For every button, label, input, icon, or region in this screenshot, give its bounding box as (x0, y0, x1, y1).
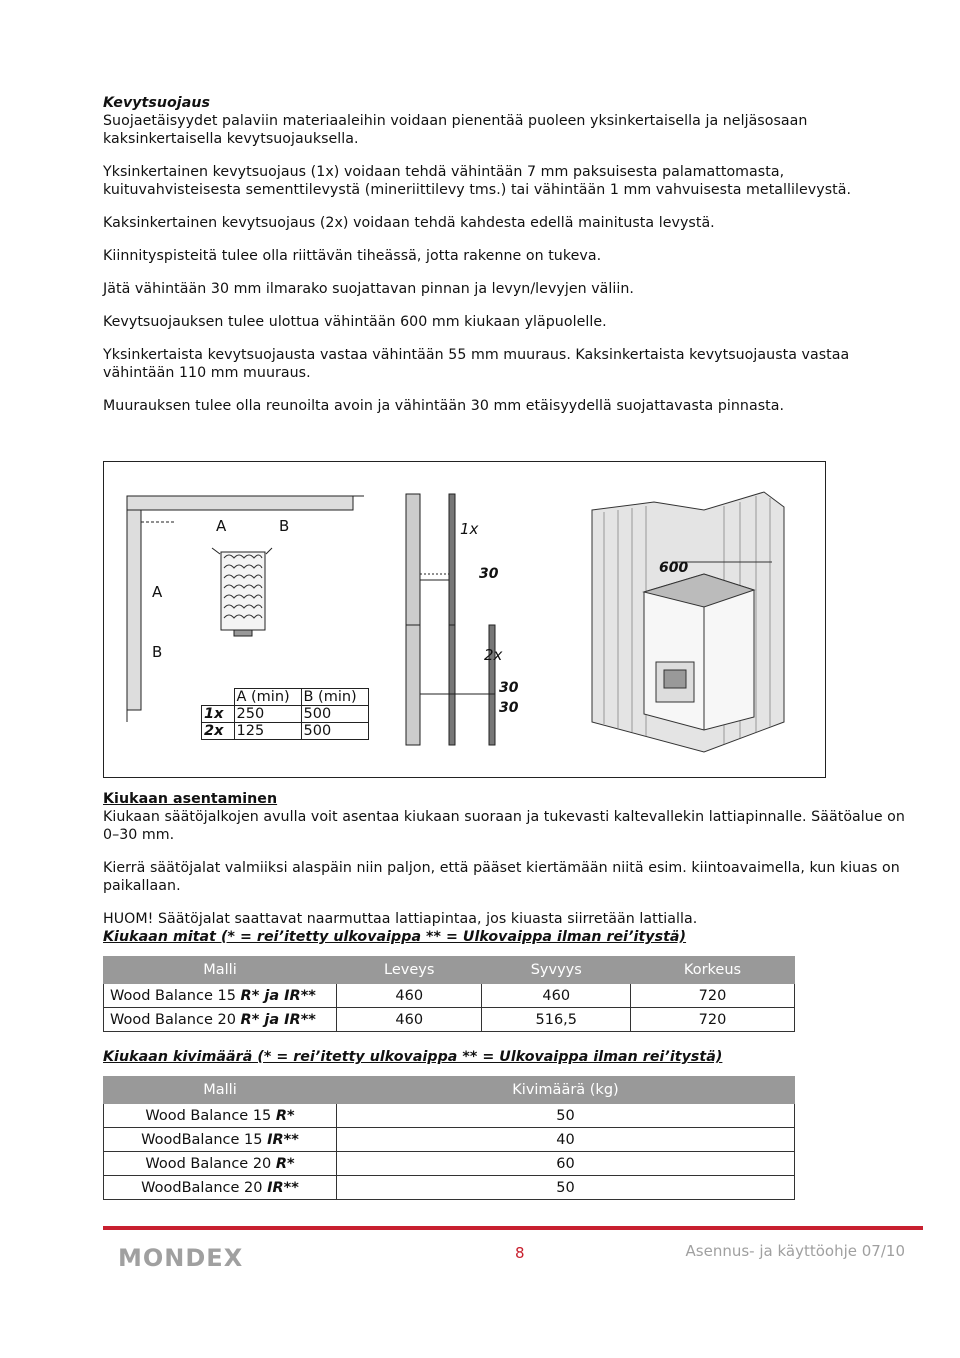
install-paragraph-1: Kiukaan säätöjalkojen avulla voit asentaa kiukaan suoraan ja tukevasti kaltevallekin lattiapinnalle. Säätöalue on 0–30 mm. (103, 809, 905, 843)
table-row (104, 1008, 795, 1032)
install-paragraph-2: Kierrä säätöjalat valmiiksi alaspäin niin paljon, että pääset kiertämään niitä esim. kiintoavaimella, kun kiuas on paikallaan. (103, 860, 900, 894)
model-name: Wood Balance 15 (145, 1107, 272, 1124)
height-value: 720 (631, 1008, 795, 1032)
col-kivimaara: Kivimäärä (kg) (337, 1077, 795, 1104)
label-1x: 1x (460, 520, 479, 538)
row-b-value: 500 (301, 723, 368, 740)
col-malli: Malli (104, 957, 337, 984)
paragraph-7: Yksinkertaista kevytsuojausta vastaa vähintään 55 mm muuraus. Kaksinkertaista kevytsuojausta vastaa vähintään 110 mm muuraus. (103, 347, 850, 381)
paragraph-1: Suojaetäisyydet palaviin materiaaleihin voidaan pienentää puoleen yksinkertaisella ja neljäsosaan kaksinkertaisella kevytsuojauksella. (103, 113, 808, 147)
label-a-left: A (152, 583, 163, 601)
paragraph-3: Kaksinkertainen kevytsuojaus (2x) voidaan tehdä kahdesta edellä mainitusta levystä. (103, 215, 715, 231)
height-value: 720 (631, 984, 795, 1008)
model-suffix: R* ja IR** (240, 987, 316, 1004)
paragraph-4: Kiinnityspisteitä tulee olla riittävän tiheässä, jotta rakenne on tukeva. (103, 248, 602, 264)
model-suffix: IR** (267, 1179, 299, 1196)
paragraph-6: Kevytsuojauksen tulee ulottua vähintään 600 mm kiukaan yläpuolelle. (103, 314, 607, 330)
col-leveys: Leveys (337, 957, 482, 984)
mondex-logo: MONDEX (118, 1244, 244, 1272)
intro-section (103, 94, 923, 430)
dimensions-table (103, 956, 795, 1032)
col-a-min: A (min) (234, 689, 301, 706)
model-suffix: R* (275, 1155, 295, 1172)
stone-kg: 50 (337, 1176, 795, 1200)
model-name: Wood Balance 20 (145, 1155, 272, 1172)
table-row (104, 1176, 795, 1200)
model-name: Wood Balance 15 (110, 987, 236, 1004)
label-30-2x-a: 30 (499, 680, 519, 696)
row-a-value: 250 (234, 706, 301, 723)
row-key: 2x (202, 723, 235, 740)
stone-kg: 40 (337, 1128, 795, 1152)
label-30-1x: 30 (479, 566, 499, 582)
model-name: WoodBalance 15 (141, 1131, 263, 1148)
sauna-corner-perspective (592, 492, 784, 752)
depth-value: 460 (482, 984, 631, 1008)
model-suffix: R* (275, 1107, 295, 1124)
label-30-2x-b: 30 (499, 700, 519, 716)
stone-kg: 50 (337, 1104, 795, 1128)
min-distance-table (201, 688, 369, 740)
col-malli: Malli (104, 1077, 337, 1104)
model-name: WoodBalance 20 (141, 1179, 263, 1196)
install-paragraph-3: HUOM! Säätöjalat saattavat naarmuttaa lattiapintaa, jos kiuasta siirretään lattialla. (103, 911, 698, 927)
label-b-top: B (279, 517, 290, 535)
installation-figure (103, 461, 826, 778)
col-b-min: B (min) (301, 689, 368, 706)
model-suffix: R* ja IR** (240, 1011, 316, 1028)
page-number: 8 (515, 1244, 525, 1262)
stones-heading: Kiukaan kivimäärä (* = rei’itetty ulkovaippa ** = Ulkovaippa ilman rei’itystä) (103, 1049, 723, 1065)
row-key: 1x (202, 706, 235, 723)
label-2x: 2x (484, 646, 503, 664)
depth-value: 516,5 (482, 1008, 631, 1032)
dims-heading: Kiukaan mitat (* = rei’itetty ulkovaippa ** = Ulkovaippa ilman rei’itystä) (103, 929, 687, 945)
section-heading-asentaminen: Kiukaan asentaminen (103, 791, 278, 807)
row-b-value: 500 (301, 706, 368, 723)
document-info: Asennus- ja käyttöohje 07/10 (685, 1242, 905, 1260)
table-row (104, 1104, 795, 1128)
paragraph-2: Yksinkertainen kevytsuojaus (1x) voidaan tehdä vähintään 7 mm paksuisesta palamattomasta, kuituvahvisteisesta sementtilevystä (mineriittilevy tms.) tai vähintään 1 mm vahvuisesta metallilevystä. (103, 164, 852, 198)
label-600: 600 (659, 560, 689, 576)
stone-kg: 60 (337, 1152, 795, 1176)
width-value: 460 (337, 1008, 482, 1032)
table-row (104, 1152, 795, 1176)
wall-section-1x (406, 494, 455, 629)
page-footer (103, 1226, 923, 1276)
table-row (104, 1128, 795, 1152)
col-korkeus: Korkeus (631, 957, 795, 984)
col-syvyys: Syvyys (482, 957, 631, 984)
label-b-left: B (152, 643, 163, 661)
model-name: Wood Balance 20 (110, 1011, 236, 1028)
label-a-top: A (216, 517, 227, 535)
stones-table (103, 1076, 795, 1200)
row-a-value: 125 (234, 723, 301, 740)
paragraph-8: Muurauksen tulee olla reunoilta avoin ja vähintään 30 mm etäisyydellä suojattavasta pinnasta. (103, 398, 785, 414)
footer-rule (103, 1226, 923, 1230)
wall-section-2x (406, 625, 495, 745)
table-row (104, 984, 795, 1008)
model-suffix: IR** (267, 1131, 299, 1148)
install-section (103, 790, 923, 1200)
width-value: 460 (337, 984, 482, 1008)
paragraph-5: Jätä vähintään 30 mm ilmarako suojattavan pinnan ja levyn/levyjen väliin. (103, 281, 634, 297)
section-heading-kevytsuojaus: Kevytsuojaus (103, 95, 210, 111)
